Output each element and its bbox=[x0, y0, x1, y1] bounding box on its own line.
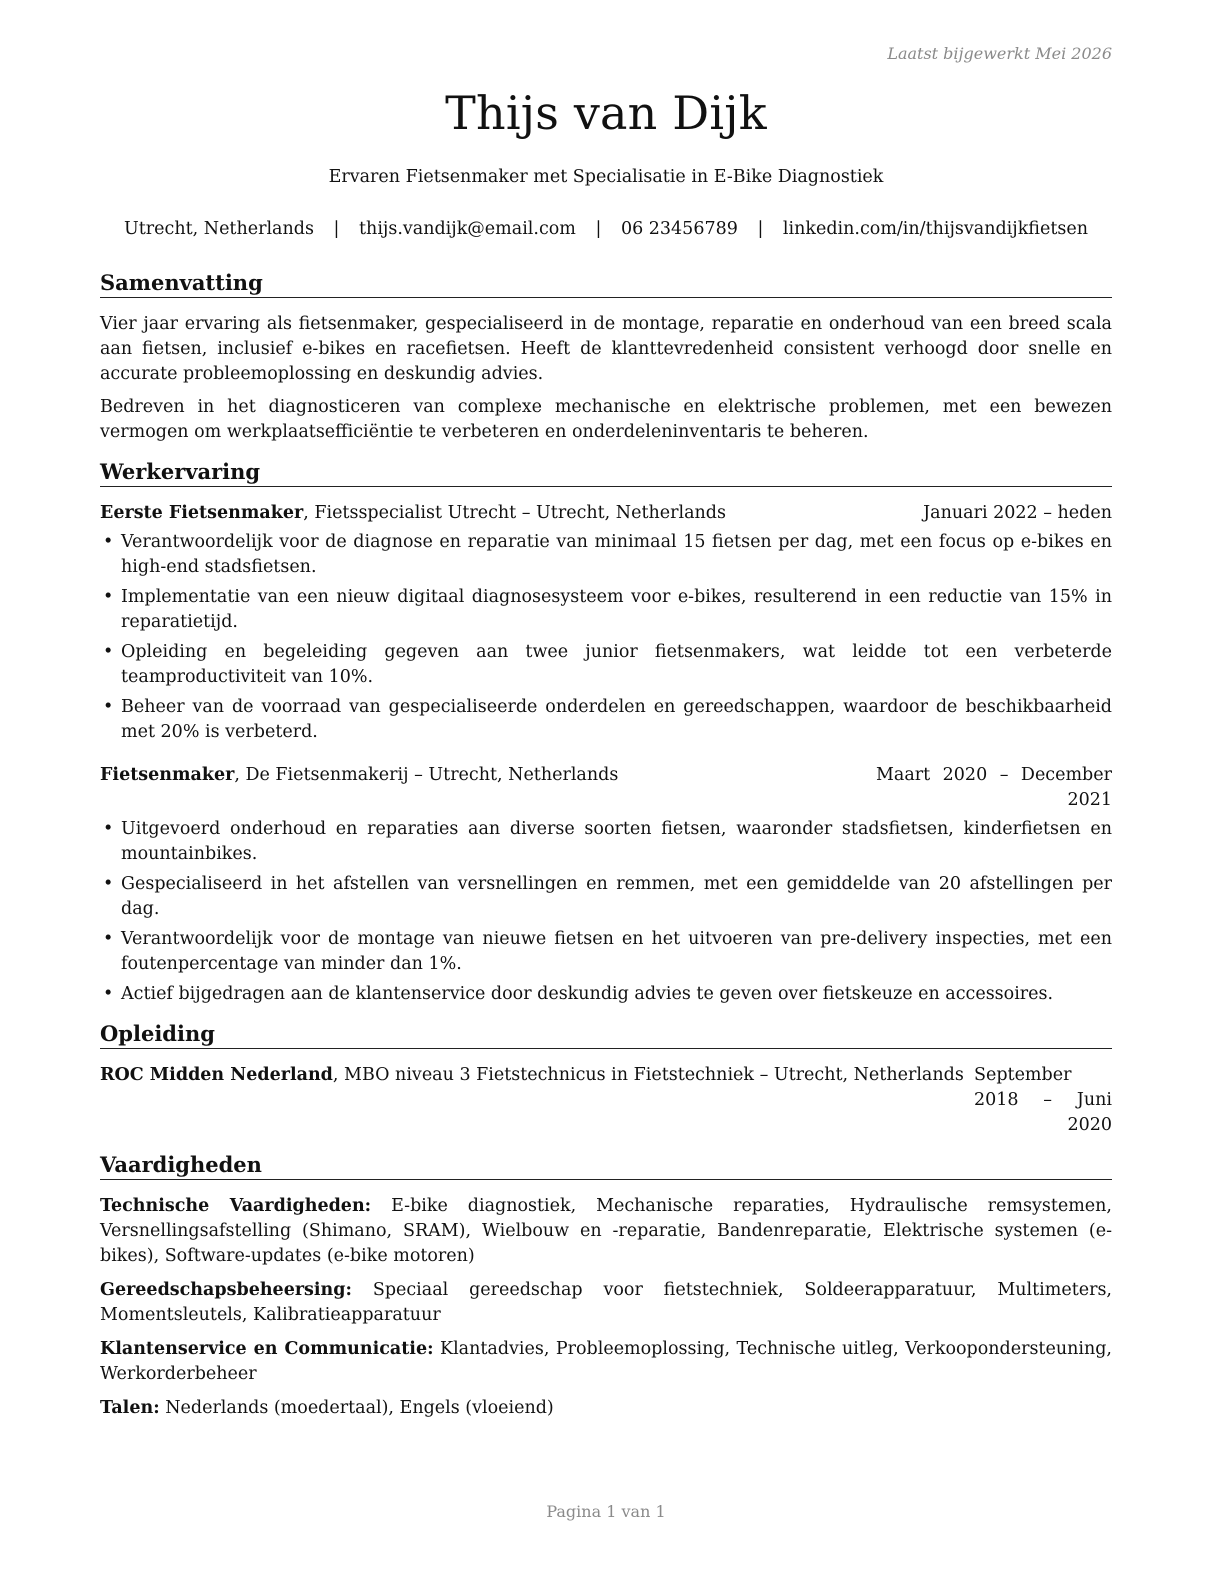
job-bullets bbox=[100, 530, 1112, 745]
bullet-icon: • bbox=[103, 819, 114, 839]
bullet-icon: • bbox=[103, 587, 114, 607]
skill-group-label: Klantenservice en Communicatie: bbox=[100, 1339, 434, 1359]
contact-email[interactable]: thijs.vandijk@email.com bbox=[359, 219, 576, 239]
contact-separator: | bbox=[333, 219, 340, 239]
skill-group bbox=[100, 1278, 1112, 1328]
contact-separator: | bbox=[757, 219, 764, 239]
job-employer: , De Fietsenmakerij – Utrecht, Netherlands bbox=[234, 765, 619, 785]
job-entry bbox=[100, 763, 1112, 1007]
skill-group bbox=[100, 1337, 1112, 1387]
job-title: Eerste Fietsenmaker bbox=[100, 503, 304, 523]
education-dates: September 2018 – Juni 2020 bbox=[974, 1065, 1112, 1135]
bullet-icon: • bbox=[103, 984, 114, 1004]
skill-group bbox=[100, 1194, 1112, 1269]
skill-group-text: Klantadvies, Probleemoplossing, Technische uitleg, Verkoopondersteuning, Werkorderbeheer bbox=[100, 1339, 1112, 1384]
candidate-tagline: Ervaren Fietsenmaker met Specialisatie in E-Bike Diagnostiek bbox=[328, 167, 884, 187]
education-detail: , MBO niveau 3 Fietstechnicus in Fietstechniek – Utrecht, Netherlands bbox=[332, 1065, 964, 1085]
candidate-name: Thijs van Dijk bbox=[445, 86, 767, 140]
skills-section bbox=[100, 1152, 1112, 1421]
job-entry bbox=[100, 501, 1112, 745]
contact-separator: | bbox=[595, 219, 602, 239]
section-heading-experience: Werkervaring bbox=[100, 459, 1112, 487]
contact-phone[interactable]: 06 23456789 bbox=[620, 219, 738, 239]
bullet-icon: • bbox=[103, 697, 114, 717]
list-item: • Actief bijgedragen aan de klantenservice door deskundig advies te geven over fietskeuze en accessoires. bbox=[100, 982, 1112, 1007]
contact-location: Utrecht, Netherlands bbox=[124, 219, 314, 239]
contact-linkedin[interactable]: linkedin.com/in/thijsvandijkfietsen bbox=[782, 219, 1088, 239]
job-header bbox=[100, 501, 1112, 526]
education-entry bbox=[100, 1063, 1112, 1138]
list-item: • Gespecialiseerd in het afstellen van versnellingen en remmen, met een gemiddelde van 20 afstellingen per dag. bbox=[103, 874, 1112, 919]
skill-group-text: Speciaal gereedschap voor fietstechniek, Soldeerapparatuur, Multimeters, Momentsleutels, Kalibratieapparatuur bbox=[100, 1280, 1112, 1325]
job-header bbox=[100, 763, 1112, 813]
skill-group-label: Technische Vaardigheden: bbox=[100, 1196, 372, 1216]
education-section bbox=[100, 1021, 1112, 1138]
bullet-icon: • bbox=[103, 642, 114, 662]
skill-group-text: E-bike diagnostiek, Mechanische reparaties, Hydraulische remsystemen, Versnellingsafstelling (Shimano, SRAM), Wielbouw en -reparatie, Bandenreparatie, Elektrische systemen (e-bikes), Software-updates (e-bike motoren) bbox=[100, 1196, 1112, 1266]
list-item: • Opleiding en begeleiding gegeven aan twee junior fietsenmakers, wat leidde tot een verbeterde teamproductiviteit van 10%. bbox=[103, 642, 1112, 687]
resume-page bbox=[100, 0, 1112, 1584]
bullet-icon: • bbox=[103, 874, 114, 894]
education-school: ROC Midden Nederland bbox=[100, 1065, 333, 1085]
contact-line bbox=[100, 219, 1112, 239]
list-item: • Verantwoordelijk voor de diagnose en reparatie van minimaal 15 fietsen per dag, met een focus op e-bikes en high-end stadsfietsen. bbox=[103, 532, 1112, 577]
resume-body bbox=[100, 270, 1112, 1430]
experience-section bbox=[100, 459, 1112, 1007]
summary-section bbox=[100, 270, 1112, 445]
skill-group-label: Gereedschapsbeheersing: bbox=[100, 1280, 352, 1300]
section-heading-summary: Samenvatting bbox=[100, 270, 1112, 298]
list-item: • Verantwoordelijk voor de montage van nieuwe fietsen en het uitvoeren van pre-delivery inspecties, met een foutenpercentage van minder dan 1%. bbox=[103, 929, 1112, 974]
bullet-icon: • bbox=[103, 929, 114, 949]
list-item: • Implementatie van een nieuw digitaal diagnosesysteem voor e-bikes, resulterend in een reductie van 15% in reparatietijd. bbox=[103, 587, 1112, 632]
skill-group bbox=[100, 1396, 1112, 1421]
job-title: Fietsenmaker bbox=[100, 765, 235, 785]
list-item: • Beheer van de voorraad van gespecialiseerde onderdelen en gereedschappen, waardoor de beschikbaarheid met 20% is verbeterd. bbox=[103, 697, 1112, 742]
section-heading-education: Opleiding bbox=[100, 1021, 1112, 1049]
skill-group-text: Nederlands (moedertaal), Engels (vloeiend) bbox=[159, 1398, 554, 1418]
job-employer: , Fietsspecialist Utrecht – Utrecht, Netherlands bbox=[303, 503, 726, 523]
job-dates: Januari 2022 – heden bbox=[923, 503, 1112, 523]
section-heading-skills: Vaardigheden bbox=[100, 1152, 1112, 1180]
job-dates: Maart 2020 – December 2021 bbox=[876, 765, 1112, 810]
summary-paragraph: Vier jaar ervaring als fietsenmaker, gespecialiseerd in de montage, reparatie en onderhoud van een breed scala aan fietsen, inclusief e-bikes en racefietsen. Heeft de klanttevredenheid consistent verhoogd door snelle en accurate probleemoplossing en deskundig advies. bbox=[100, 314, 1112, 384]
list-item: • Uitgevoerd onderhoud en reparaties aan diverse soorten fietsen, waaronder stadsfietsen, kinderfietsen en mountainbikes. bbox=[103, 819, 1112, 864]
last-updated-note: Laatst bijgewerkt Mei 2026 bbox=[887, 44, 1112, 63]
skill-group-label: Talen: bbox=[100, 1398, 160, 1418]
job-bullets bbox=[100, 817, 1112, 1007]
bullet-icon: • bbox=[103, 532, 114, 552]
summary-paragraph: Bedreven in het diagnosticeren van complexe mechanische en elektrische problemen, met een bewezen vermogen om werkplaatsefficiëntie te verbeteren en onderdeleninventaris te beheren. bbox=[100, 397, 1112, 442]
page-number: Pagina 1 van 1 bbox=[546, 1502, 666, 1521]
